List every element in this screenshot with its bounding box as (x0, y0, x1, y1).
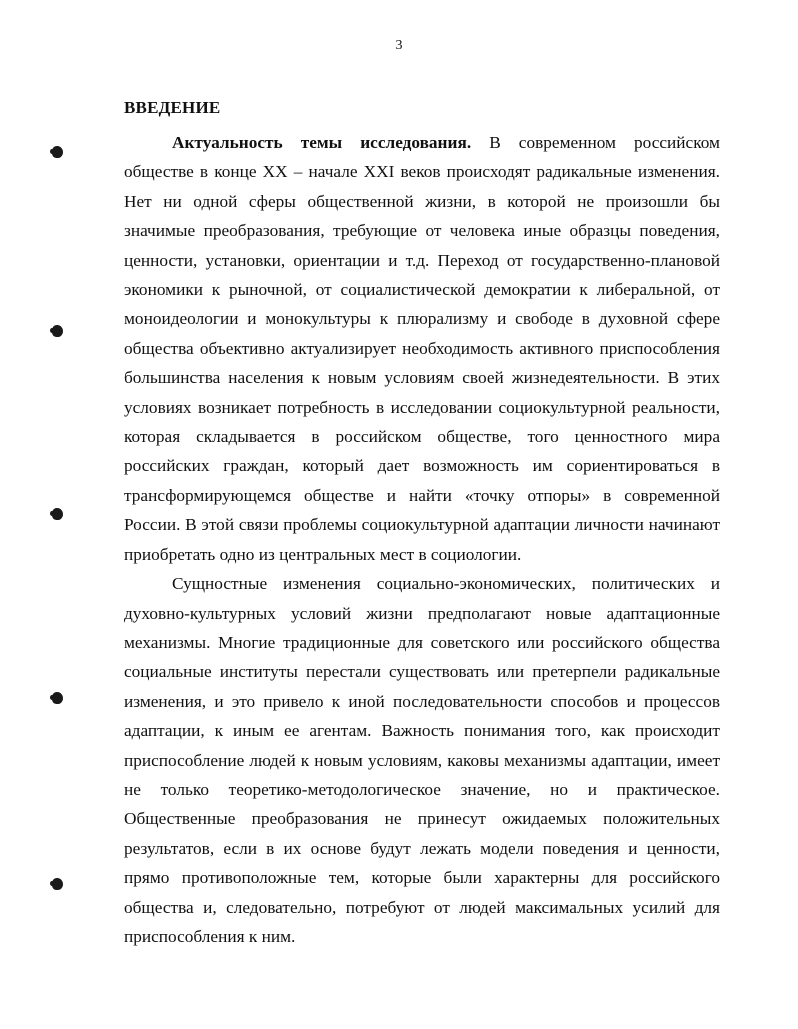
paragraph-text: В современном российском обществе в конце XX – начале XXI веков происходят радикальные изменения. Нет ни одной сферы общественной жизни, в которой не произошли бы значимые преобразования, требующие от человека иные образцы поведения, ценности, установки, ориентации и т.д. Переход от государственно-плановой экономики к рыночной, от социалистической демократии к либеральной, от моноидеологии и монокультуры к плюрализму и свободе в духовной сфере общества объективно актуализирует необходимость активного приспособления большинства населения к новым условиям своей жизнедеятельности. В этих условиях возникает потребность в исследовании социокультурной реальности, которая складывается в российском обществе, того ценностного мира российских граждан, который дает возможность им сориентироваться в трансформирующемся обществе и найти «точку отпоры» в современной России. В этой связи проблемы социокультурной адаптации личности начинают приобретать одно из центральных мест в социологии. (124, 133, 720, 564)
page-number: 3 (395, 38, 403, 53)
body-text (124, 128, 720, 951)
punch-hole-mark (52, 878, 63, 890)
section-heading: ВВЕДЕНИЕ (124, 98, 221, 117)
punch-hole-mark (52, 692, 63, 704)
punch-hole-mark (52, 508, 63, 520)
paragraph-lead: Актуальность темы исследования. (172, 133, 472, 152)
paragraph-text: Сущностные изменения социально-экономических, политических и духовно-культурных условий жизни предполагают новые адаптационные механизмы. Многие традиционные для советского или российского общества социальные институты перестали существовать или претерпели радикальные изменения, и это привело к иной последовательности способов и процессов адаптации, к иным ее агентам. Важность понимания того, как происходит приспособление людей к новым условиям, каковы механизмы адаптации, имеет не только теоретико-методологическое значение, но и практическое. Общественные преобразования не принесут ожидаемых положительных результатов, если в их основе будут лежать модели поведения и ценности, прямо противоположные тем, которые были характерны для российского общества и, следовательно, потребуют от людей максимальных усилий для приспособления к ним. (124, 574, 720, 946)
paragraph-relevance (124, 128, 720, 569)
paragraph-changes (124, 569, 720, 951)
punch-hole-mark (52, 146, 63, 158)
punch-hole-mark (52, 325, 63, 337)
